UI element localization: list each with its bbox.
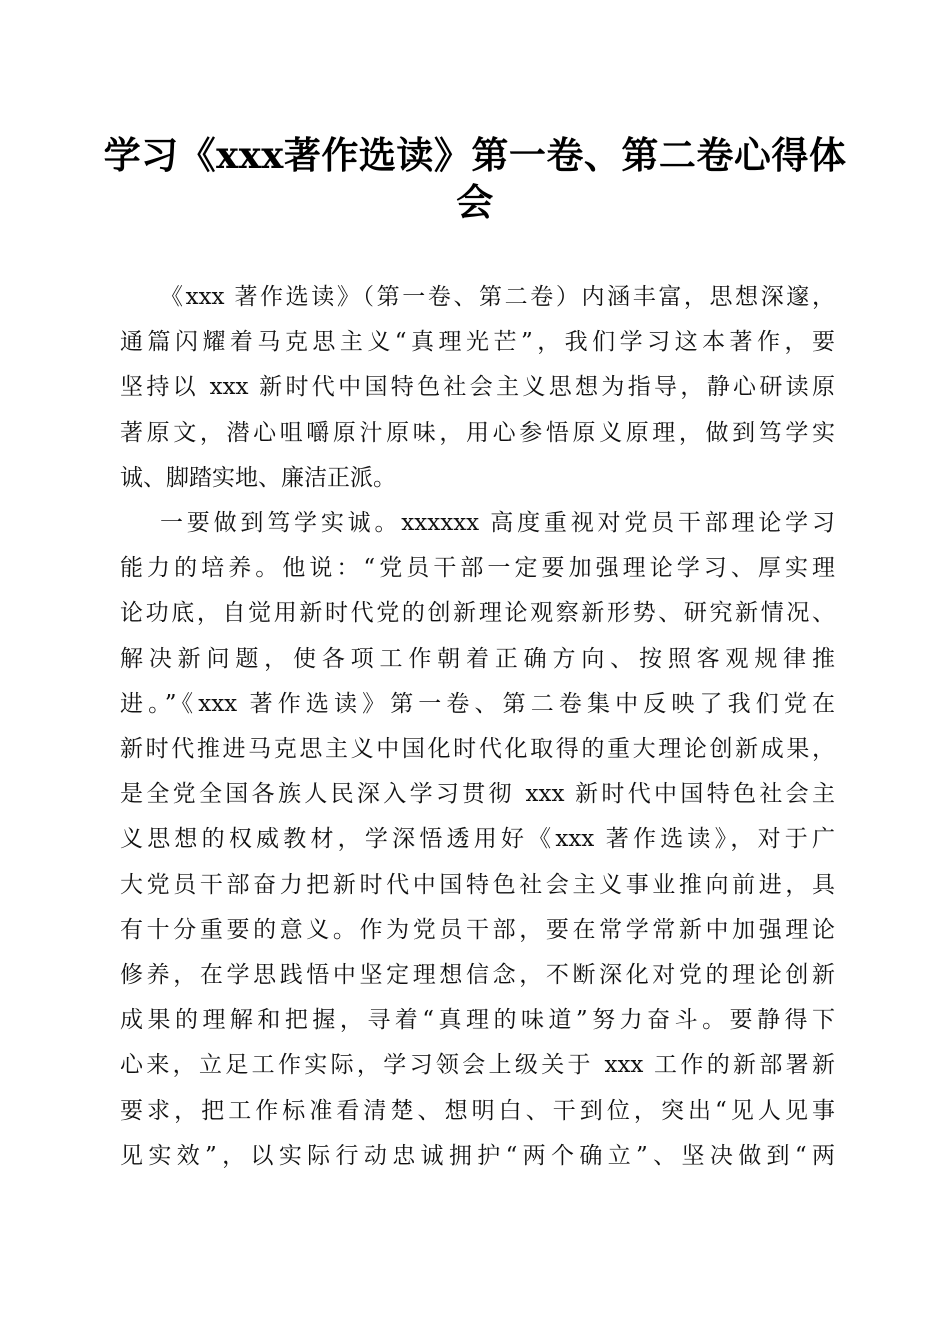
text-line: 坚持以 xxx 新时代中国特色社会主义思想为指导，静心研读原 <box>120 374 835 401</box>
text-line: 《xxx 著作选读》（第一卷、第二卷）内涵丰富，思想深邃， <box>160 284 835 310</box>
title-line-2: 会 <box>456 180 494 224</box>
text-line: 论功底，自觉用新时代党的创新理论观察新形势、研究新情况、 <box>120 600 835 627</box>
text-line: 见实效”，以实际行动忠诚拥护“两个确立”、坚决做到“两 <box>120 1142 835 1169</box>
paragraph-intro <box>120 275 835 501</box>
text-line: 心来，立足工作实际，学习领会上级关于 xxx 工作的新部署新 <box>120 1052 835 1079</box>
text-line: 通篇闪耀着马克思主义“真理光芒”，我们学习这本著作，要 <box>120 329 835 356</box>
text-line: 一要做到笃学实诚。xxxxxx 高度重视对党员干部理论学习 <box>160 510 835 537</box>
text-line: 是全党全国各族人民深入学习贯彻 xxx 新时代中国特色社会主 <box>120 781 835 808</box>
document-body <box>120 275 835 1179</box>
text-line: 义思想的权威教材，学深悟透用好《xxx 著作选读》，对于广 <box>120 826 835 853</box>
text-line: 大党员干部奋力把新时代中国特色社会主义事业推向前进，具 <box>120 871 835 898</box>
text-line: 诚、脚踏实地、廉洁正派。 <box>120 464 396 491</box>
title-line-1: 学习《xxx著作选读》第一卷、第二卷心得体 <box>103 133 847 177</box>
text-line: 进。”《xxx 著作选读》第一卷、第二卷集中反映了我们党在 <box>120 690 835 717</box>
text-line: 修养，在学思践悟中坚定理想信念，不断深化对党的理论创新 <box>120 962 835 989</box>
text-line: 成果的理解和把握，寻着“真理的味道”努力奋斗。要静得下 <box>120 1007 835 1034</box>
text-line: 要求，把工作标准看清楚、想明白、干到位，突出“见人见事 <box>120 1097 835 1124</box>
text-line: 有十分重要的意义。作为党员干部，要在常学常新中加强理论 <box>120 916 835 943</box>
text-line: 解决新问题，使各项工作朝着正确方向、按照客观规律推 <box>120 645 835 672</box>
document-title <box>100 132 850 226</box>
text-line: 新时代推进马克思主义中国化时代化取得的重大理论创新成果， <box>120 736 835 763</box>
text-line: 著原文，潜心咀嚼原汁原味，用心参悟原义原理，做到笃学实 <box>120 419 835 446</box>
text-line: 能力的培养。他说：“党员干部一定要加强理论学习、厚实理 <box>120 555 835 582</box>
paragraph-study <box>120 501 835 1179</box>
